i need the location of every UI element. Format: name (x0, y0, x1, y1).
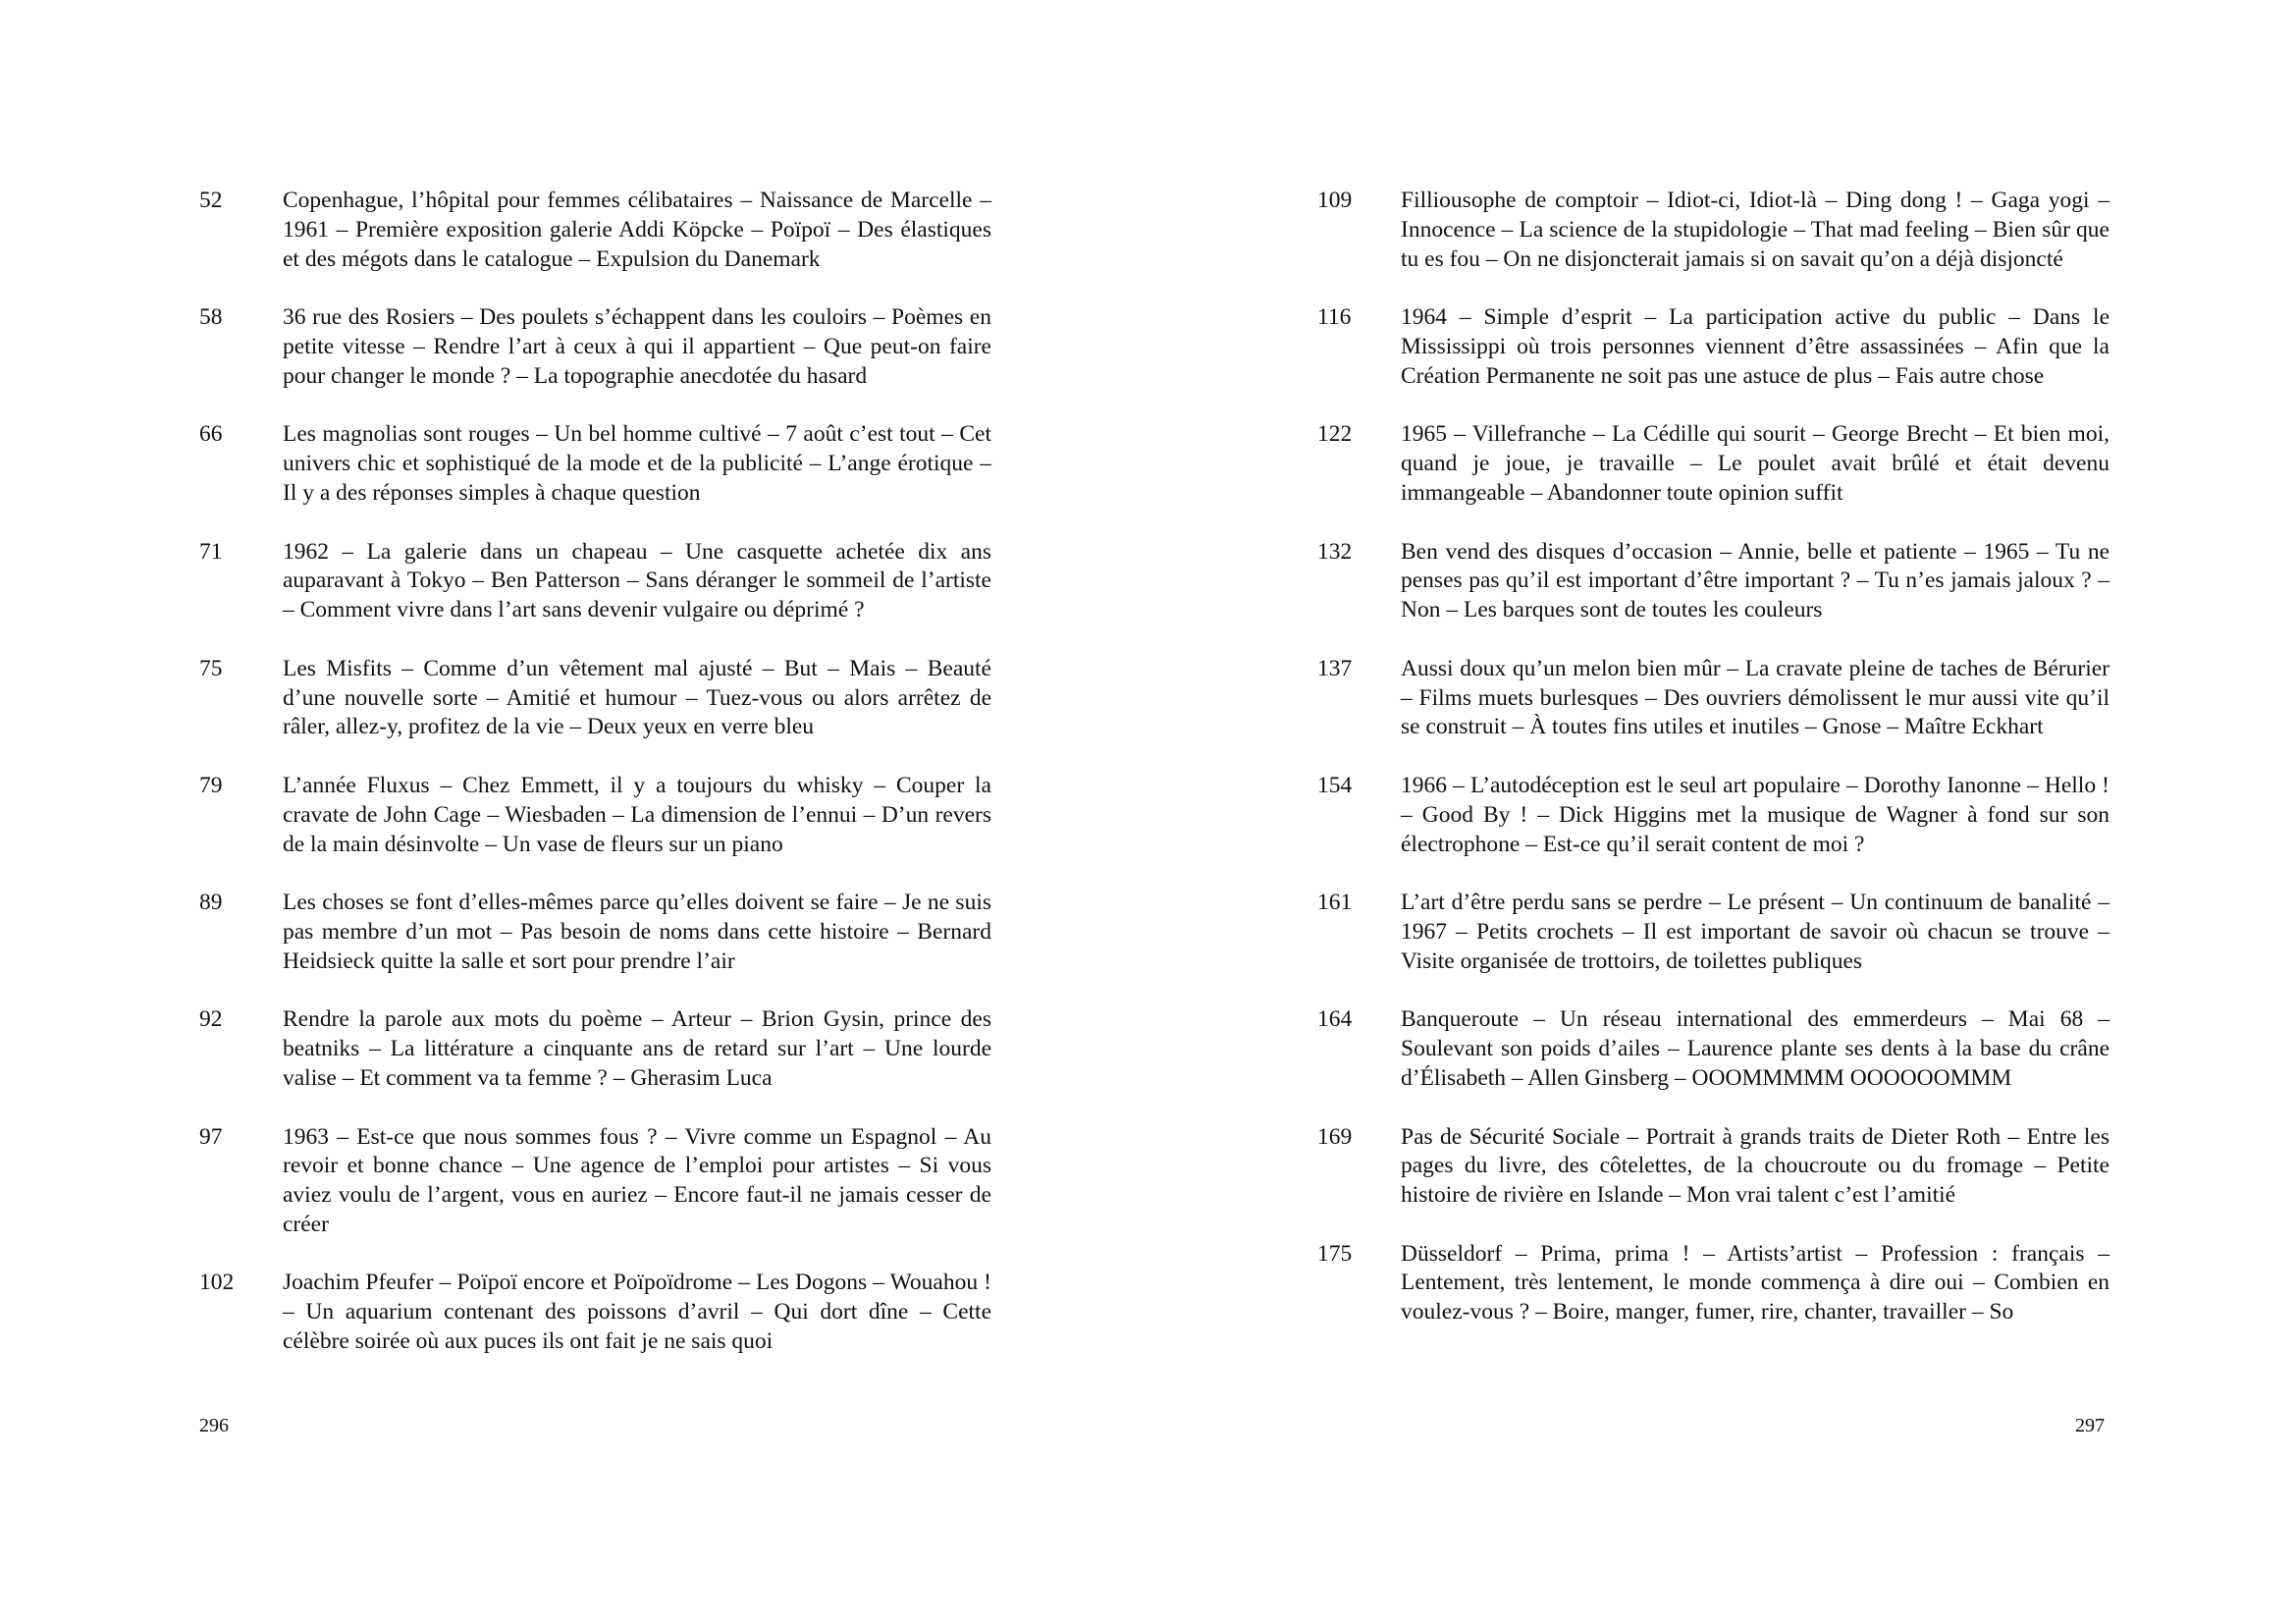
toc-entry (199, 187, 1043, 274)
toc-entry (199, 1269, 1043, 1356)
entry-text: Les magnolias sont rouges – Un bel homme cultivé – 7 août c’est tout – Cet univers chic et sophistiqué de la mode et de la publicité – L’ange érotique – Il y a des réponses simples à chaque question (283, 421, 991, 506)
entry-text: 36 rue des Rosiers – Des poulets s’échappent dans les couloirs – Poèmes en petite vitesse – Rendre l’art à ceux à qui il appartient – Que peut-on faire pour changer le monde ? – La topographie anecdotée du hasard (283, 304, 991, 389)
toc-entry (199, 1123, 1043, 1240)
entry-page-number: 52 (199, 188, 223, 213)
toc-entry (1317, 1123, 2162, 1211)
toc-entry (199, 1005, 1043, 1093)
entry-page-number: 66 (199, 421, 223, 448)
entry-page-number: 92 (199, 1006, 223, 1033)
entry-page-number: 89 (199, 890, 223, 916)
page-number-footer: 297 (2075, 1415, 2105, 1436)
entry-page-number: 58 (199, 304, 223, 331)
entry-page-number: 71 (199, 538, 223, 565)
entry-page-number: 116 (1317, 304, 1352, 331)
entry-page-number: 137 (1317, 655, 1353, 681)
entry-page-number: 154 (1317, 772, 1353, 798)
entry-text: Rendre la parole aux mots du poème – Arteur – Brion Gysin, prince des beatniks – La littérature a cinquante ans de retard sur l’art – Une lourde valise – Et comment va ta femme ? – Gherasim Luca (283, 1006, 991, 1091)
entry-page-number: 164 (1317, 1006, 1353, 1033)
toc-entry (199, 420, 1043, 508)
entry-text: L’année Fluxus – Chez Emmett, il y a toujours du whisky – Couper la cravate de John Cage – Wiesbaden – La dimension de l’ennui – D’un revers de la main désinvolte – Un vase de fleurs sur un piano (283, 772, 991, 857)
entry-page-number: 161 (1317, 890, 1353, 916)
entry-text: 1965 – Villefranche – La Cédille qui sourit – George Brecht – Et bien moi, quand je joue, je travaille – Le poulet avait brûlé et était devenu immangeable – Abandonner toute opinion suffit (1401, 421, 2109, 506)
toc-entry (199, 655, 1043, 742)
toc-entry (1317, 187, 2162, 274)
entry-text: Pas de Sécurité Sociale – Portrait à grands traits de Dieter Roth – Entre les pages du livre, des côtelettes, de la choucroute ou du fromage – Petite histoire de rivière en Islande – Mon vrai talent c’est l’amitié (1401, 1123, 2109, 1209)
entry-text: Ben vend des disques d’occasion – Annie, belle et patiente – 1965 – Tu ne penses pas qu’il est important d’être important ? – Tu n’es jamais jaloux ? – Non – Les barques sont de toutes les couleurs (1401, 538, 2109, 623)
entry-page-number: 75 (199, 655, 223, 681)
toc-entry (1317, 303, 2162, 391)
toc-entry (1317, 655, 2162, 742)
table-of-contents-left (199, 187, 1043, 1386)
right-page (1148, 0, 2296, 1623)
toc-entry (1317, 1240, 2162, 1327)
entry-text: L’art d’être perdu sans se perdre – Le présent – Un continuum de banalité – 1967 – Petits crochets – Il est important de savoir où chacun se trouve – Visite organisée de trottoirs, de toilettes publiques (1401, 890, 2109, 974)
entry-text: Banqueroute – Un réseau international des emmerdeurs – Mai 68 – Soulevant son poids d’ailes – Laurence plante ses dents à la base du crâne d’Élisabeth – Allen Ginsberg – OOOMMMMM OOOOOOMMM (1401, 1006, 2109, 1091)
entry-text: Copenhague, l’hôpital pour femmes célibataires – Naissance de Marcelle – 1961 – Première exposition galerie Addi Köpcke – Poïpoï – Des élastiques et des mégots dans le catalogue – Expulsion du Danemark (283, 188, 991, 272)
entry-page-number: 97 (199, 1123, 223, 1150)
toc-entry (1317, 420, 2162, 508)
entry-page-number: 169 (1317, 1123, 1353, 1150)
toc-entry (199, 772, 1043, 859)
toc-entry (1317, 889, 2162, 976)
entry-text: Düsseldorf – Prima, prima ! – Artists’artist – Profession : français – Lentement, très lentement, le monde commença à dire oui – Combien en voulez-vous ? – Boire, manger, fumer, rire, chanter, travailler – So (1401, 1240, 2109, 1325)
entry-text: 1962 – La galerie dans un chapeau – Une casquette achetée dix ans auparavant à Tokyo – Ben Patterson – Sans déranger le sommeil de l’artiste – Comment vivre dans l’art sans devenir vulgaire ou déprimé ? (283, 538, 991, 623)
toc-entry (1317, 538, 2162, 625)
toc-entry (199, 538, 1043, 625)
entry-page-number: 132 (1317, 538, 1353, 565)
entry-text: 1966 – L’autodéception est le seul art populaire – Dorothy Ianonne – Hello ! – Good By ! – Dick Higgins met la musique de Wagner à fond sur son électrophone – Est-ce qu’il serait content de moi ? (1401, 772, 2109, 857)
entry-page-number: 175 (1317, 1240, 1353, 1267)
toc-entry (199, 303, 1043, 391)
entry-text: Aussi doux qu’un melon bien mûr – La cravate pleine de taches de Bérurier – Films muets burlesques – Des ouvriers démolissent le mur aussi vite qu’il se construit – À toutes fins utiles et inutiles – Gnose – Maître Eckhart (1401, 655, 2109, 740)
entry-text: 1963 – Est-ce que nous sommes fous ? – Vivre comme un Espagnol – Au revoir et bonne chance – Une agence de l’emploi pour artistes – Si vous aviez voulu de l’argent, vous en auriez – Encore faut-il ne jamais cesser de créer (283, 1123, 991, 1237)
entry-page-number: 122 (1317, 421, 1353, 448)
entry-text: Joachim Pfeufer – Poïpoï encore et Poïpoïdrome – Les Dogons – Wouahou ! – Un aquarium contenant des poissons d’avril – Qui dort dîne – Cette célèbre soirée où aux puces ils ont fait je ne sais quoi (283, 1270, 991, 1355)
entry-text: 1964 – Simple d’esprit – La participation active du public – Dans le Mississippi où trois personnes viennent d’être assassinées – Afin que la Création Permanente ne soit pas une astuce de plus – Fais autre chose (1401, 304, 2109, 389)
toc-entry (1317, 772, 2162, 859)
page-number-footer: 296 (199, 1415, 229, 1436)
entry-page-number: 79 (199, 772, 223, 798)
entry-text: Filliousophe de comptoir – Idiot-ci, Idiot-là – Ding dong ! – Gaga yogi – Innocence – La science de la stupidologie – That mad feeling – Bien sûr que tu es fou – On ne disjoncterait jamais si on savait qu’on a déjà disjoncté (1401, 188, 2109, 272)
toc-entry (199, 889, 1043, 976)
entry-page-number: 109 (1317, 188, 1353, 213)
entry-text: Les choses se font d’elles-mêmes parce qu’elles doivent se faire – Je ne suis pas membre d’un mot – Pas besoin de noms dans cette histoire – Bernard Heidsieck quitte la salle et sort pour prendre l’air (283, 890, 991, 974)
entry-text: Les Misfits – Comme d’un vêtement mal ajusté – But – Mais – Beauté d’une nouvelle sorte – Amitié et humour – Tuez-vous ou alors arrêtez de râler, allez-y, profitez de la vie – Deux yeux en verre bleu (283, 655, 991, 740)
entry-page-number: 102 (199, 1270, 235, 1296)
table-of-contents-right (1317, 187, 2162, 1357)
toc-entry (1317, 1005, 2162, 1093)
